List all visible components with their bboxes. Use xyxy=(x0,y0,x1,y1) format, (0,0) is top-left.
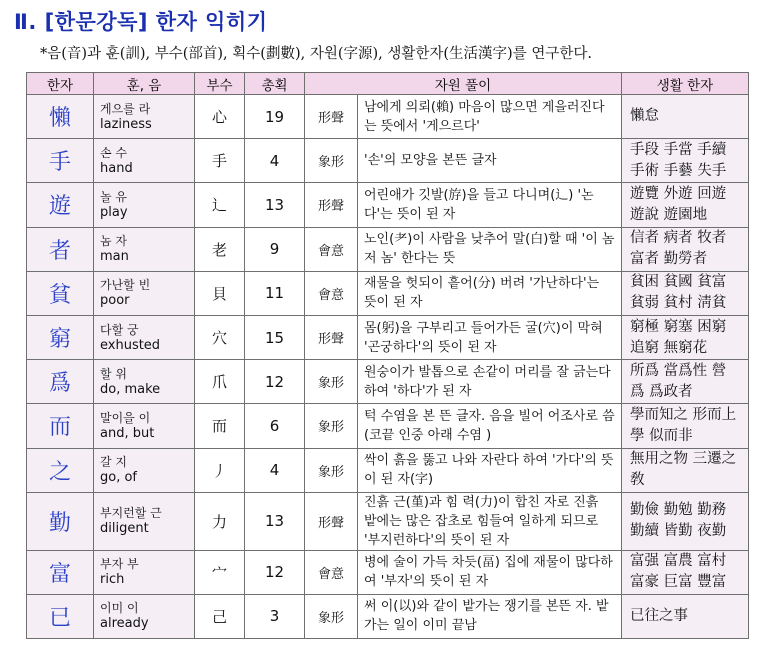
hun-eum-korean: 갈 지 xyxy=(100,455,127,470)
hun-eum-korean: 손 수 xyxy=(100,145,127,160)
hun-eum-korean: 말이을 이 xyxy=(100,410,151,425)
jawon-type: 會意 xyxy=(305,227,358,271)
stroke-count: 4 xyxy=(245,139,305,183)
jawon-type: 會意 xyxy=(305,550,358,594)
hun-eum-korean: 이미 이 xyxy=(100,601,139,616)
hun-eum-cell xyxy=(94,594,195,638)
daily-hanja: 無用之物 三遷之敎 xyxy=(622,448,749,492)
hanja-char: 者 xyxy=(27,227,94,271)
daily-hanja: 窮極 窮塞 困窮 追窮 無窮花 xyxy=(622,315,749,359)
jawon-explanation: 진흙 근(堇)과 힘 력(力)이 합친 자로 진흙 밭에는 많은 잡초로 힘들여 일하게 되므로 '부지런하다'의 뜻이 된 자 xyxy=(358,492,622,550)
stroke-count: 13 xyxy=(245,183,305,227)
bushu-radical: 力 xyxy=(195,492,245,550)
bushu-radical: 手 xyxy=(195,139,245,183)
hun-eum-cell xyxy=(94,492,195,550)
jawon-type: 象形 xyxy=(305,404,358,448)
hun-eum-korean: 부지런할 근 xyxy=(100,506,162,521)
table-row xyxy=(27,95,749,139)
hanja-char: 爲 xyxy=(27,360,94,404)
table-row xyxy=(27,271,749,315)
daily-hanja: 貧困 貧國 貧富 貧弱 貧村 淸貧 xyxy=(622,271,749,315)
jawon-type: 象形 xyxy=(305,139,358,183)
stroke-count: 15 xyxy=(245,315,305,359)
stroke-count: 19 xyxy=(245,95,305,139)
daily-hanja: 所爲 當爲性 營爲 爲政者 xyxy=(622,360,749,404)
table-row xyxy=(27,183,749,227)
hanja-char: 貧 xyxy=(27,271,94,315)
table-row xyxy=(27,315,749,359)
daily-hanja: 富强 富農 富村 富豪 巨富 豐富 xyxy=(622,550,749,594)
jawon-explanation: 남에게 의뢰(賴) 마음이 많으면 게을러진다는 뜻에서 '게으르다' xyxy=(358,95,622,139)
jawon-explanation: 병에 술이 가득 차듯(畐) 집에 재물이 많다하여 '부자'의 뜻이 된 자 xyxy=(358,550,622,594)
meaning-english: poor xyxy=(100,293,130,309)
hun-eum-cell xyxy=(94,404,195,448)
meaning-english: play xyxy=(100,204,128,220)
jawon-explanation: 몸(躬)을 구부리고 들어가든 굴(穴)이 막혀 '곤궁하다'의 뜻이 된 자 xyxy=(358,315,622,359)
hanja-char: 富 xyxy=(27,550,94,594)
hun-eum-korean: 부자 부 xyxy=(100,557,139,572)
meaning-english: laziness xyxy=(100,116,152,132)
daily-hanja: 手段 手當 手續 手術 手藝 失手 xyxy=(622,139,749,183)
jawon-type: 形聲 xyxy=(305,315,358,359)
hun-eum-korean: 가난할 빈 xyxy=(100,278,151,293)
table-row xyxy=(27,492,749,550)
bushu-radical: 老 xyxy=(195,227,245,271)
daily-hanja: 勤儉 勤勉 勤務 勤續 皆勤 夜勤 xyxy=(622,492,749,550)
stroke-count: 13 xyxy=(245,492,305,550)
table-row xyxy=(27,404,749,448)
table-row xyxy=(27,448,749,492)
hanja-char: 已 xyxy=(27,594,94,638)
hun-eum-cell xyxy=(94,550,195,594)
hun-eum-korean: 다할 궁 xyxy=(100,322,139,337)
jawon-type: 象形 xyxy=(305,360,358,404)
bushu-radical: 而 xyxy=(195,404,245,448)
meaning-english: rich xyxy=(100,572,125,588)
bushu-radical: 心 xyxy=(195,95,245,139)
jawon-explanation: 원숭이가 발톱으로 손같이 머리를 잘 긁는다하여 '하다'가 된 자 xyxy=(358,360,622,404)
stroke-count: 6 xyxy=(245,404,305,448)
hanja-table xyxy=(26,72,749,639)
bushu-radical: 辶 xyxy=(195,183,245,227)
bushu-radical: 貝 xyxy=(195,271,245,315)
stroke-count: 9 xyxy=(245,227,305,271)
hun-eum-korean: 놈 자 xyxy=(100,234,127,249)
jawon-explanation: '손'의 모양을 본뜬 글자 xyxy=(358,139,622,183)
meaning-english: already xyxy=(100,616,149,632)
jawon-type: 形聲 xyxy=(305,492,358,550)
stroke-count: 3 xyxy=(245,594,305,638)
bushu-radical: 丿 xyxy=(195,448,245,492)
jawon-explanation: 싹이 흙을 뚫고 나와 자란다 하여 '가다'의 뜻이 된 자(字) xyxy=(358,448,622,492)
jawon-explanation: 노인(耂)이 사람을 낮추어 말(白)할 때 '이 놈 저 놈' 한다는 뜻 xyxy=(358,227,622,271)
hun-eum-cell xyxy=(94,183,195,227)
hun-eum-korean: 할 위 xyxy=(100,366,127,381)
daily-hanja: 學而知之 形而上學 似而非 xyxy=(622,404,749,448)
table-row xyxy=(27,360,749,404)
hanja-char: 而 xyxy=(27,404,94,448)
header-jawon: 자원 풀이 xyxy=(305,73,622,95)
table-row xyxy=(27,594,749,638)
table-row xyxy=(27,227,749,271)
hun-eum-cell xyxy=(94,315,195,359)
hun-eum-cell xyxy=(94,271,195,315)
header-bushu: 부수 xyxy=(195,73,245,95)
stroke-count: 12 xyxy=(245,550,305,594)
bushu-radical: 爪 xyxy=(195,360,245,404)
jawon-explanation: 어린애가 깃발(斿)을 들고 다니며(辶) '논다'는 뜻이 된 자 xyxy=(358,183,622,227)
meaning-english: man xyxy=(100,249,129,265)
hanja-char: 遊 xyxy=(27,183,94,227)
hun-eum-cell xyxy=(94,227,195,271)
daily-hanja: 懶怠 xyxy=(622,95,749,139)
meaning-english: exhusted xyxy=(100,337,161,353)
jawon-type: 會意 xyxy=(305,271,358,315)
bushu-radical: 穴 xyxy=(195,315,245,359)
hun-eum-korean: 게으를 라 xyxy=(100,101,151,116)
daily-hanja: 遊覽 外遊 回遊 遊說 遊園地 xyxy=(622,183,749,227)
hanja-char: 之 xyxy=(27,448,94,492)
hanja-char: 勤 xyxy=(27,492,94,550)
hanja-char: 手 xyxy=(27,139,94,183)
jawon-type: 形聲 xyxy=(305,95,358,139)
header-strokes: 총획 xyxy=(245,73,305,95)
stroke-count: 4 xyxy=(245,448,305,492)
jawon-type: 形聲 xyxy=(305,183,358,227)
header-hun-eum: 훈, 음 xyxy=(94,73,195,95)
daily-hanja: 信者 病者 牧者 富者 勤勞者 xyxy=(622,227,749,271)
hanja-char: 懶 xyxy=(27,95,94,139)
jawon-type: 象形 xyxy=(305,448,358,492)
bushu-radical: 己 xyxy=(195,594,245,638)
header-daily: 생활 한자 xyxy=(622,73,749,95)
meaning-english: go, of xyxy=(100,470,138,486)
table-header-row xyxy=(27,73,749,95)
page-subtitle: *음(音)과 훈(訓), 부수(部首), 획수(劃數), 자원(字源), 생활한자(生活漢字)를 연구한다. xyxy=(40,46,592,62)
header-hanja: 한자 xyxy=(27,73,94,95)
hun-eum-cell xyxy=(94,139,195,183)
meaning-english: hand xyxy=(100,160,133,176)
jawon-explanation: 턱 수염을 본 뜬 글자. 음을 빌어 어조사로 씀 (코끝 인중 아래 수염 ) xyxy=(358,404,622,448)
page-title: Ⅱ. [한문강독] 한자 익히기 xyxy=(14,10,268,34)
jawon-type: 象形 xyxy=(305,594,358,638)
meaning-english: and, but xyxy=(100,425,155,441)
hanja-char: 窮 xyxy=(27,315,94,359)
hun-eum-cell xyxy=(94,448,195,492)
bushu-radical: 宀 xyxy=(195,550,245,594)
hun-eum-korean: 놀 유 xyxy=(100,189,127,204)
jawon-explanation: 재물을 헛되이 흩어(分) 버려 '가난하다'는 뜻이 된 자 xyxy=(358,271,622,315)
meaning-english: diligent xyxy=(100,521,149,537)
hun-eum-cell xyxy=(94,360,195,404)
hun-eum-cell xyxy=(94,95,195,139)
table-row xyxy=(27,139,749,183)
jawon-explanation: 써 이(以)와 같이 밭가는 쟁기를 본뜬 자. 밭가는 일이 이미 끝남 xyxy=(358,594,622,638)
table-row xyxy=(27,550,749,594)
daily-hanja: 已往之事 xyxy=(622,594,749,638)
stroke-count: 12 xyxy=(245,360,305,404)
meaning-english: do, make xyxy=(100,381,161,397)
stroke-count: 11 xyxy=(245,271,305,315)
